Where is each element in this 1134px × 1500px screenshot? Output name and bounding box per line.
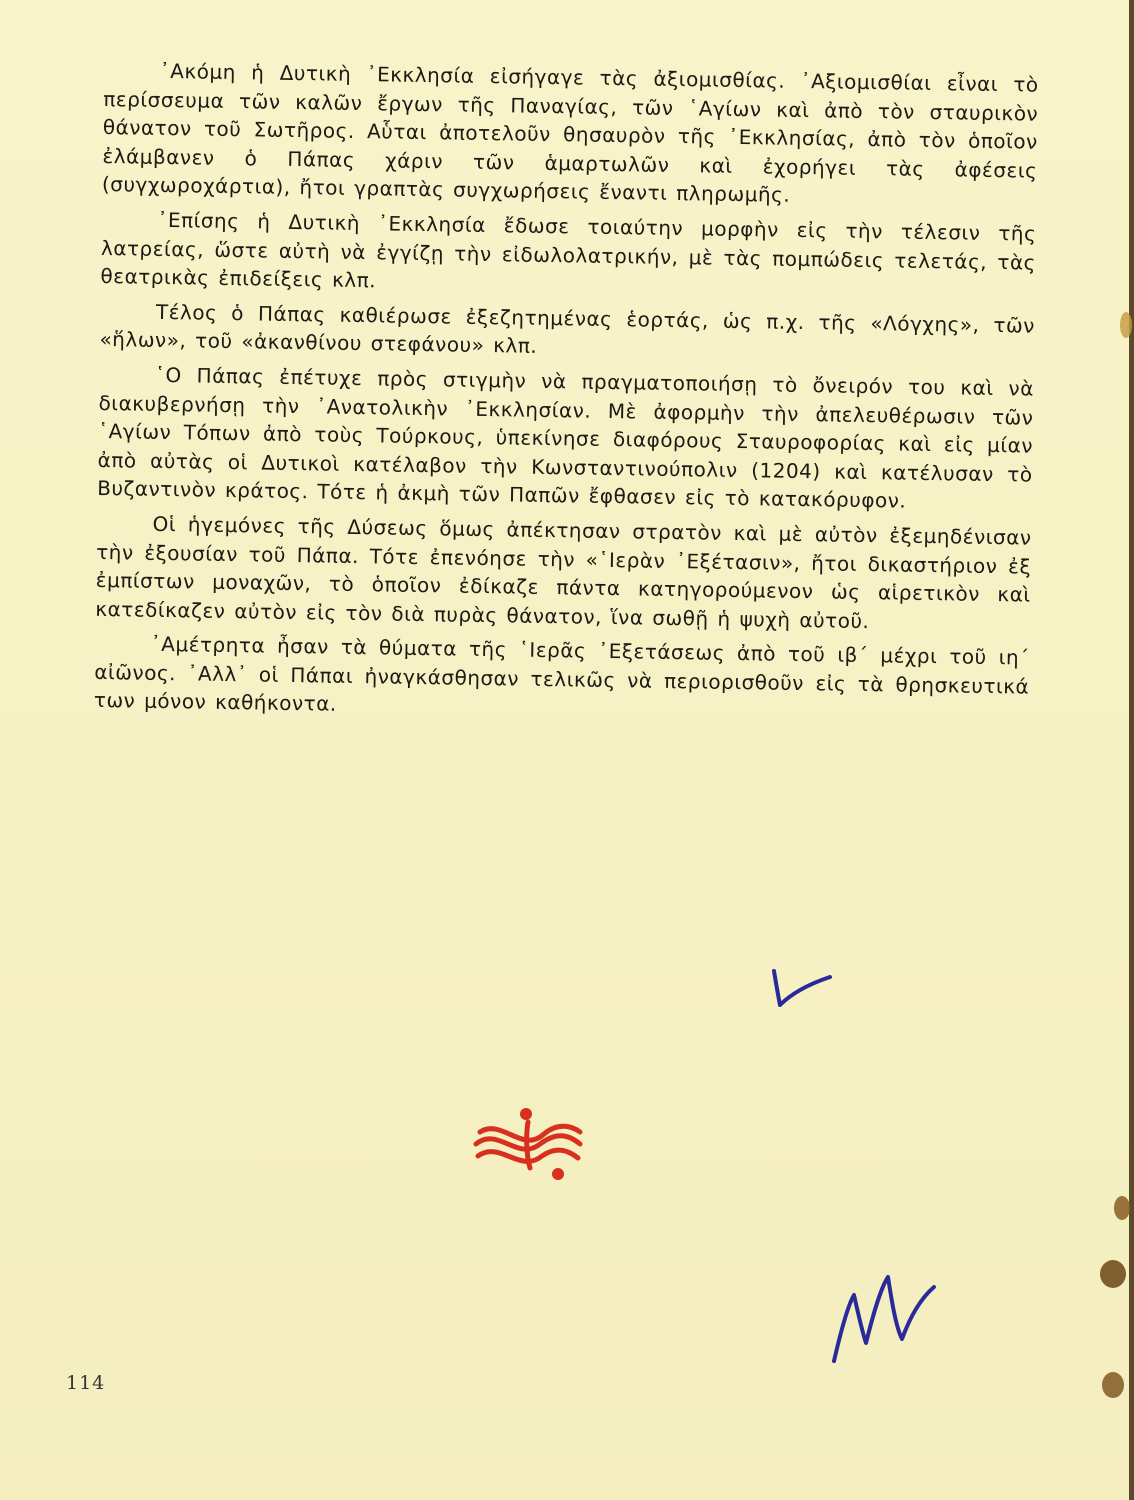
page-edge [1129, 0, 1134, 1500]
stain [1102, 1372, 1124, 1398]
body-text [94, 56, 1039, 736]
signature-icon [822, 1265, 942, 1375]
stain [1100, 1260, 1126, 1288]
ornament-icon [468, 1104, 588, 1184]
paragraph: ῾Ο Πάπας ἐπέτυχε πρὸς στιγμὴν νὰ πραγματοποιήσῃ τὸ ὄνειρόν του καὶ νὰ διακυβερνήσῃ τὴν ᾿Ανατολικὴν ᾿Εκκλησίαν. Μὲ ἀφορμὴν τὴν ἀπελευθέρωσιν τῶν ῾Αγίων Τόπων ἀπὸ τοὺς Τούρκους, ὑπεκίνησε διαφόρους Σταυροφορίας καὶ εἰς μίαν ἀπὸ αὐτὰς οἱ Δυτικοὶ κατέλαβον τὴν Κωνσταντινούπολιν (1204) καὶ κατέλυσαν τὸ Βυζαντινὸν κράτος. Τότε ἡ ἀκμὴ τῶν Παπῶν ἔφθασεν εἰς τὸ κατακόρυφον. [97, 362, 1035, 513]
stain [1114, 1196, 1130, 1220]
paragraph: ᾿Επίσης ἡ Δυτικὴ ᾿Εκκλησία ἔδωσε τοιαύτην μορφὴν εἰς τὴν τέλεσιν τῆς λατρείας, ὥστε αὐτὴ νὰ ἐγγίζῃ τὴν εἰδωλολατρικήν, μὲ τὰς πομπώδεις τελετάς, τὰς θεατρικὰς ἐπιδείξεις κλπ. [100, 207, 1037, 293]
paragraph: ᾿Ακόμη ἡ Δυτικὴ ᾿Εκκλησία εἰσήγαγε τὰς ἀξιομισθίας. ᾿Αξιομισθίαι εἶναι τὸ περίσσευμα τῶν καλῶν ἔργων τῆς Παναγίας, τῶν ῾Αγίων καὶ ἀπὸ τὸν σταυρικὸν θάνατον τοῦ Σωτῆρος. Αὗται ἀποτελοῦν θησαυρὸν τῆς ᾿Εκκλησίας, ἀπὸ τὸν ὁποῖον ἐλάμβανεν ὁ Πάπας χάριν τῶν ἁμαρτωλῶν καὶ ἐχορήγει τὰς ἀφέσεις (συγχωροχάρτια), ἤτοι γραπτὰς συγχωρήσεις ἔναντι πληρωμῆς. [101, 58, 1039, 208]
paragraph: ᾿Αμέτρητα ἦσαν τὰ θύματα τῆς ῾Ιερᾶς ᾿Εξετάσεως ἀπὸ τοῦ ιβ´ μέχρι τοῦ ιη´ αἰῶνος. ᾿Αλλ᾿ οἱ Πάπαι ἠναγκάσθησαν τελικῶς νὰ περιορισθοῦν εἰς τὰ θρησκευτικά των μόνον καθήκοντα. [93, 632, 1030, 717]
paragraph: Τέλος ὁ Πάπας καθιέρωσε ἐξεζητημένας ἑορτάς, ὡς π.χ. τῆς «Λόγχης», τῶν «ἥλων», τοῦ «ἀκανθίνου στεφάνου» κλπ. [99, 299, 1036, 359]
page-number: 114 [66, 1372, 106, 1394]
paragraph: Οἱ ἡγεμόνες τῆς Δύσεως ὅμως ἀπέκτησαν στρατὸν καὶ μὲ αὐτὸν ἐξεμηδένισαν τὴν ἐξουσίαν τοῦ Πάπα. Τότε ἐπενόησε τὴν «῾Ιερὰν ᾿Εξέτασιν», ἤτοι δικαστήριον ἐξ ἐμπίστων μοναχῶν, τὸ ὁποῖον ἐδίκαζε πάντα κατηγορούμενον ὡς αἱρετικὸν καὶ κατεδίκαζεν αὐτὸν εἰς τὸν διὰ πυρὰς θάνατον, ἵνα σωθῇ ἡ ψυχὴ αὐτοῦ. [95, 511, 1032, 633]
stain [1120, 312, 1132, 338]
check-mark-icon [760, 963, 840, 1013]
